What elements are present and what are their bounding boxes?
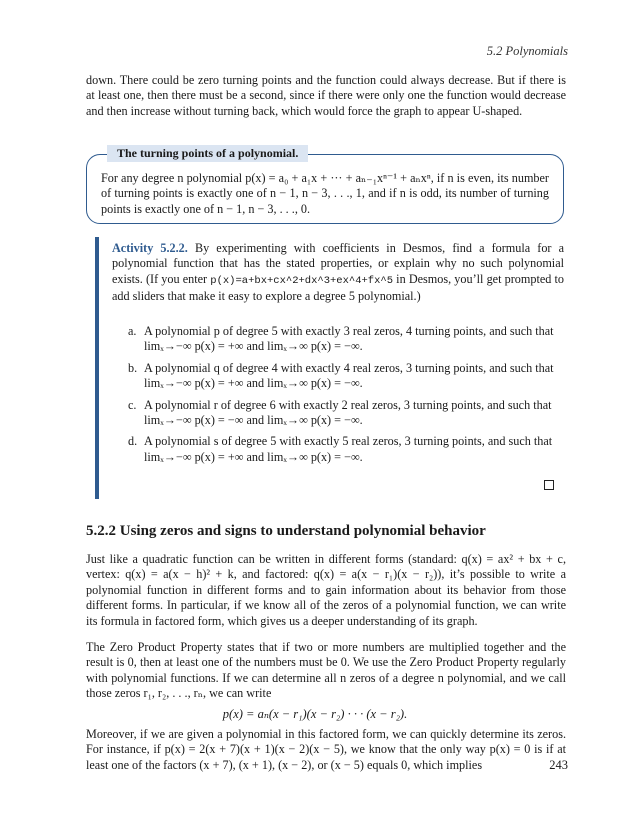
- item-label: c.: [128, 397, 137, 412]
- activity-text-after: in Desmos, you’ll get prompted to add sliders that make it easy to explore a degree 5 polynomial.): [112, 271, 564, 304]
- activity-item-b: [128, 361, 564, 392]
- callout-body: For any degree n polynomial p(x) = a₀ + a₁x + ··· + aₙ₋₁xⁿ⁻¹ + aₙxⁿ, if n is even, its number of turning points is exactly one of n − 1, n − 3, . . ., 1, and if n is odd, its number of turning points is exactly one of n − 1, n − 3, . . ., 0.: [101, 171, 549, 216]
- item-label: a.: [128, 324, 137, 338]
- item-text: A polynomial r of degree 6 with exactly 2 real zeros, 3 turning points, and such that limₓ→−∞ p(x) = −∞ and limₓ→∞ p(x) = −∞.: [144, 397, 552, 428]
- item-text: A polynomial s of degree 5 with exactly 5 real zeros, 3 turning points, and such that limₓ→−∞ p(x) = +∞ and limₓ→∞ p(x) = −∞.: [144, 434, 553, 464]
- activity-label: Activity 5.2.2.: [112, 241, 188, 255]
- callout-title: The turning points of a polynomial.: [107, 145, 308, 162]
- section-paragraph-2: The Zero Product Property states that if two or more numbers are multiplied together and the result is 0, then at least one of the numbers must be 0. We use the Zero Product Property regularly with polynomial functions. If we can determine all n zeros of a degree n polynomial, and we call those zeros r₁, r₂, . . ., rₙ, we can write: [86, 640, 566, 701]
- activity-items: [128, 324, 564, 471]
- activity-bar: [95, 237, 99, 499]
- item-label: d.: [128, 434, 138, 449]
- item-text: A polynomial q of degree 4 with exactly 4 real zeros, 3 turning points, and such that limₓ→−∞ p(x) = +∞ and limₓ→∞ p(x) = −∞.: [144, 360, 554, 391]
- activity-item-d: [128, 434, 564, 465]
- activity-text-before: By experimenting with coefficients in Desmos, find a formula for a polynomial function that has the stated properties, or explain why no such polynomial exists. (If you enter: [112, 241, 565, 286]
- activity-item-c: [128, 398, 564, 429]
- item-text: A polynomial p of degree 5 with exactly 3 real zeros, 4 turning points, and such that limₓ→−∞ p(x) = +∞ and limₓ→∞ p(x) = −∞.: [144, 324, 554, 354]
- item-label: b.: [128, 360, 138, 375]
- section-paragraph-3: Moreover, if we are given a polynomial in this factored form, we can quickly determine its zeros. For instance, if p(x) = 2(x + 7)(x + 1)(x − 2)(x − 5), we know that the only way p(x) = 0 is if at least one of the factors (x + 7), (x + 1), (x − 2), or (x − 5) equals 0, which implies: [86, 727, 566, 772]
- intro-paragraph: down. There could be zero turning points and the function could always decrease. But if there is at least one, then there must be a second, since if there were only one the function would decrease and then increase without turning back, which would force the graph to appear U-shaped.: [86, 73, 566, 118]
- activity-intro: [112, 241, 564, 305]
- page-number: 243: [549, 758, 568, 772]
- section-heading: 5.2.2 Using zeros and signs to understand polynomial behavior: [86, 523, 486, 539]
- factored-form-formula: p(x) = aₙ(x − r₁)(x − r₂) · · · (x − r₂).: [222, 707, 408, 721]
- running-header: 5.2 Polynomials: [486, 44, 568, 58]
- section-paragraph-1: Just like a quadratic function can be written in different forms (standard: q(x) = ax² + bx + c, vertex: q(x) = a(x − h)² + k, and factored: q(x) = a(x − r₁)(x − r₂)), it’s possible to write a polynomial function in different forms and to gain information about its behavior from those different forms. In particular, if we know all of the zeros of a polynomial function, we can write its formula in factored form, which gives us a deeper understanding of its graph.: [86, 552, 566, 628]
- activity-item-a: [128, 324, 564, 355]
- qed-square-icon: [544, 480, 554, 490]
- activity-code: p(x)=a+bx+cx^2+dx^3+ex^4+fx^5: [210, 274, 394, 287]
- turning-points-callout: [86, 146, 564, 224]
